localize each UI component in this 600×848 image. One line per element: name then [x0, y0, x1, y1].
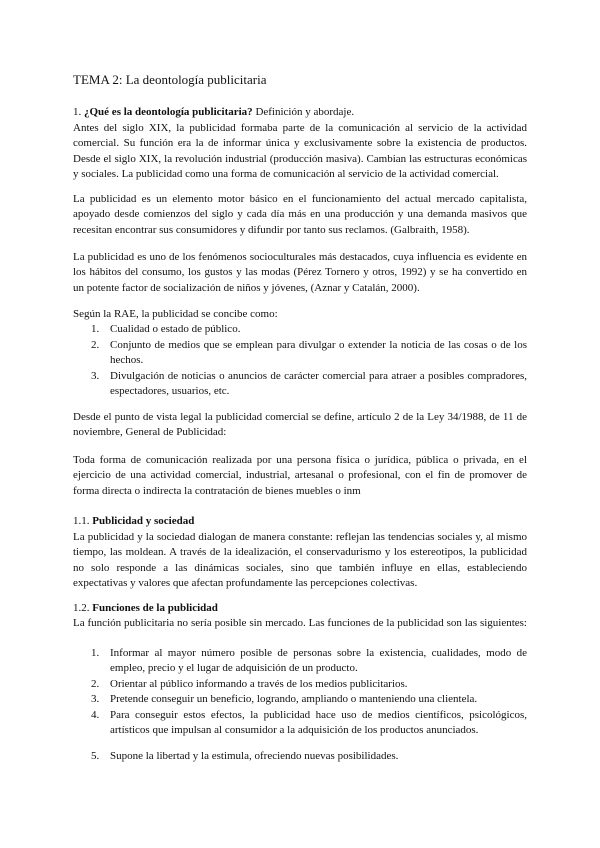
- document-title: TEMA 2: La deontología publicitaria: [73, 72, 267, 87]
- paragraph-functions-intro: La función publicitaria no sería posible sin mercado. Las funciones de la publicidad son las siguientes:: [73, 617, 527, 629]
- rae-intro: Según la RAE, la publicidad se concibe como:: [73, 308, 278, 320]
- function-list-item: 2. Orientar al público informando a través de los medios publicitarios.: [91, 678, 408, 690]
- text-line: tiempo, las moldean. A través de la idealización, el conservadurismo y los estereotipos, la publicidad: [73, 546, 527, 559]
- paragraph-society: [73, 530, 527, 592]
- text-line: no solo responde a las dinámicas sociales, sino que también influye en ellas, estableciendo: [73, 561, 527, 574]
- text-line: Desde el punto de vista legal la publicidad comercial se define, artículo 2 de la Ley 34/1988, de 11 de: [73, 411, 527, 423]
- paragraph-definition: [73, 453, 527, 499]
- section-1-heading: 1. ¿Qué es la deontología publicitaria? Definición y abordaje.: [73, 106, 355, 118]
- text-line: un potente factor de socialización de niños y jóvenes, (Aznar y Catalán, 2000).: [73, 281, 420, 294]
- text-line: Desde el siglo XIX, la revolución industrial (producción masiva). Cambian las estructuras económicas: [73, 152, 527, 165]
- text-line: La publicidad y la sociedad dialogan de manera constante: reflejan las tendencias sociales y, al mismo: [73, 531, 527, 543]
- section-1-2-heading: 1.2. Funciones de la publicidad: [73, 602, 218, 614]
- text-line: Antes del siglo XIX, la publicidad formaba parte de la comunicación al servicio de la actividad: [73, 122, 527, 134]
- text-line: y sociales. La publicidad como una forma de comunicación al servicio de la actividad comercial.: [73, 168, 499, 181]
- text-line: La publicidad es un elemento motor básico en el funcionamiento del actual mercado capitalista,: [73, 193, 527, 205]
- paragraph-sociocultural: [73, 250, 527, 296]
- text-line: La publicidad es uno de los fenómenos socioculturales más destacados, cuya influencia es evidente en: [73, 251, 527, 263]
- text-line: Toda forma de comunicación realizada por una persona física o jurídica, pública o privada, en el: [73, 454, 527, 466]
- function-list-item: 5. Supone la libertad y la estimula, ofreciendo nuevas posibilidades.: [91, 750, 399, 762]
- text-line: recesitan encontrar sus consumidores y difundir por tanto sus reclamos. (Galbraith, 1958).: [73, 223, 470, 236]
- text-line: comercial. Su función era la de informar única y exclusivamente sobre la existencia de productos.: [73, 137, 527, 150]
- rae-list-item: 1. Cualidad o estado de público.: [91, 323, 241, 335]
- rae-list-item: 2. Conjunto de medios que se emplean para divulgar o extender la noticia de las cosas o de los hechos.: [91, 339, 527, 367]
- paragraph-history: [73, 121, 527, 183]
- rae-list-item: 3. Divulgación de noticias o anuncios de carácter comercial para atraer a posibles compradores, espectadores, usuarios, etc.: [91, 370, 527, 398]
- text-line: noviembre, General de Publicidad:: [73, 426, 227, 439]
- section-1-1-heading: 1.1. Publicidad y sociedad: [73, 515, 195, 527]
- function-list-item: 3. Pretende conseguir un beneficio, logrando, ampliando o manteniendo una clientela.: [91, 693, 478, 705]
- text-line: expectativas y valores que afectan profundamente las percepciones colectivas.: [73, 577, 418, 590]
- text-line: forma directa o indirecta la contratación de bienes muebles o inm: [73, 484, 361, 497]
- text-line: apoyado desde comienzos del siglo y cada día más en una producción y una demanda masivos que: [73, 208, 527, 221]
- paragraph-motor: [73, 192, 527, 238]
- function-list-item: 4. Para conseguir estos efectos, la publicidad hace uso de medios científicos, psicológicos, artísticos que impulsan al consumidor a la adquisición de los productos anunciados.: [91, 709, 527, 737]
- function-list-item: 1. Informar al mayor número posible de personas sobre la existencia, cualidades, modo de empleo, precio y el lugar de adquisición de un producto.: [91, 647, 527, 675]
- text-line: los hábitos del consumo, los gustos y las modas (Pérez Tornero y otros, 1992) y se ha convertido en: [73, 266, 527, 279]
- text-line: ejercicio de una actividad comercial, industrial, artesanal o profesional, con el fin de promover de: [73, 469, 527, 482]
- paragraph-legal: [73, 410, 527, 441]
